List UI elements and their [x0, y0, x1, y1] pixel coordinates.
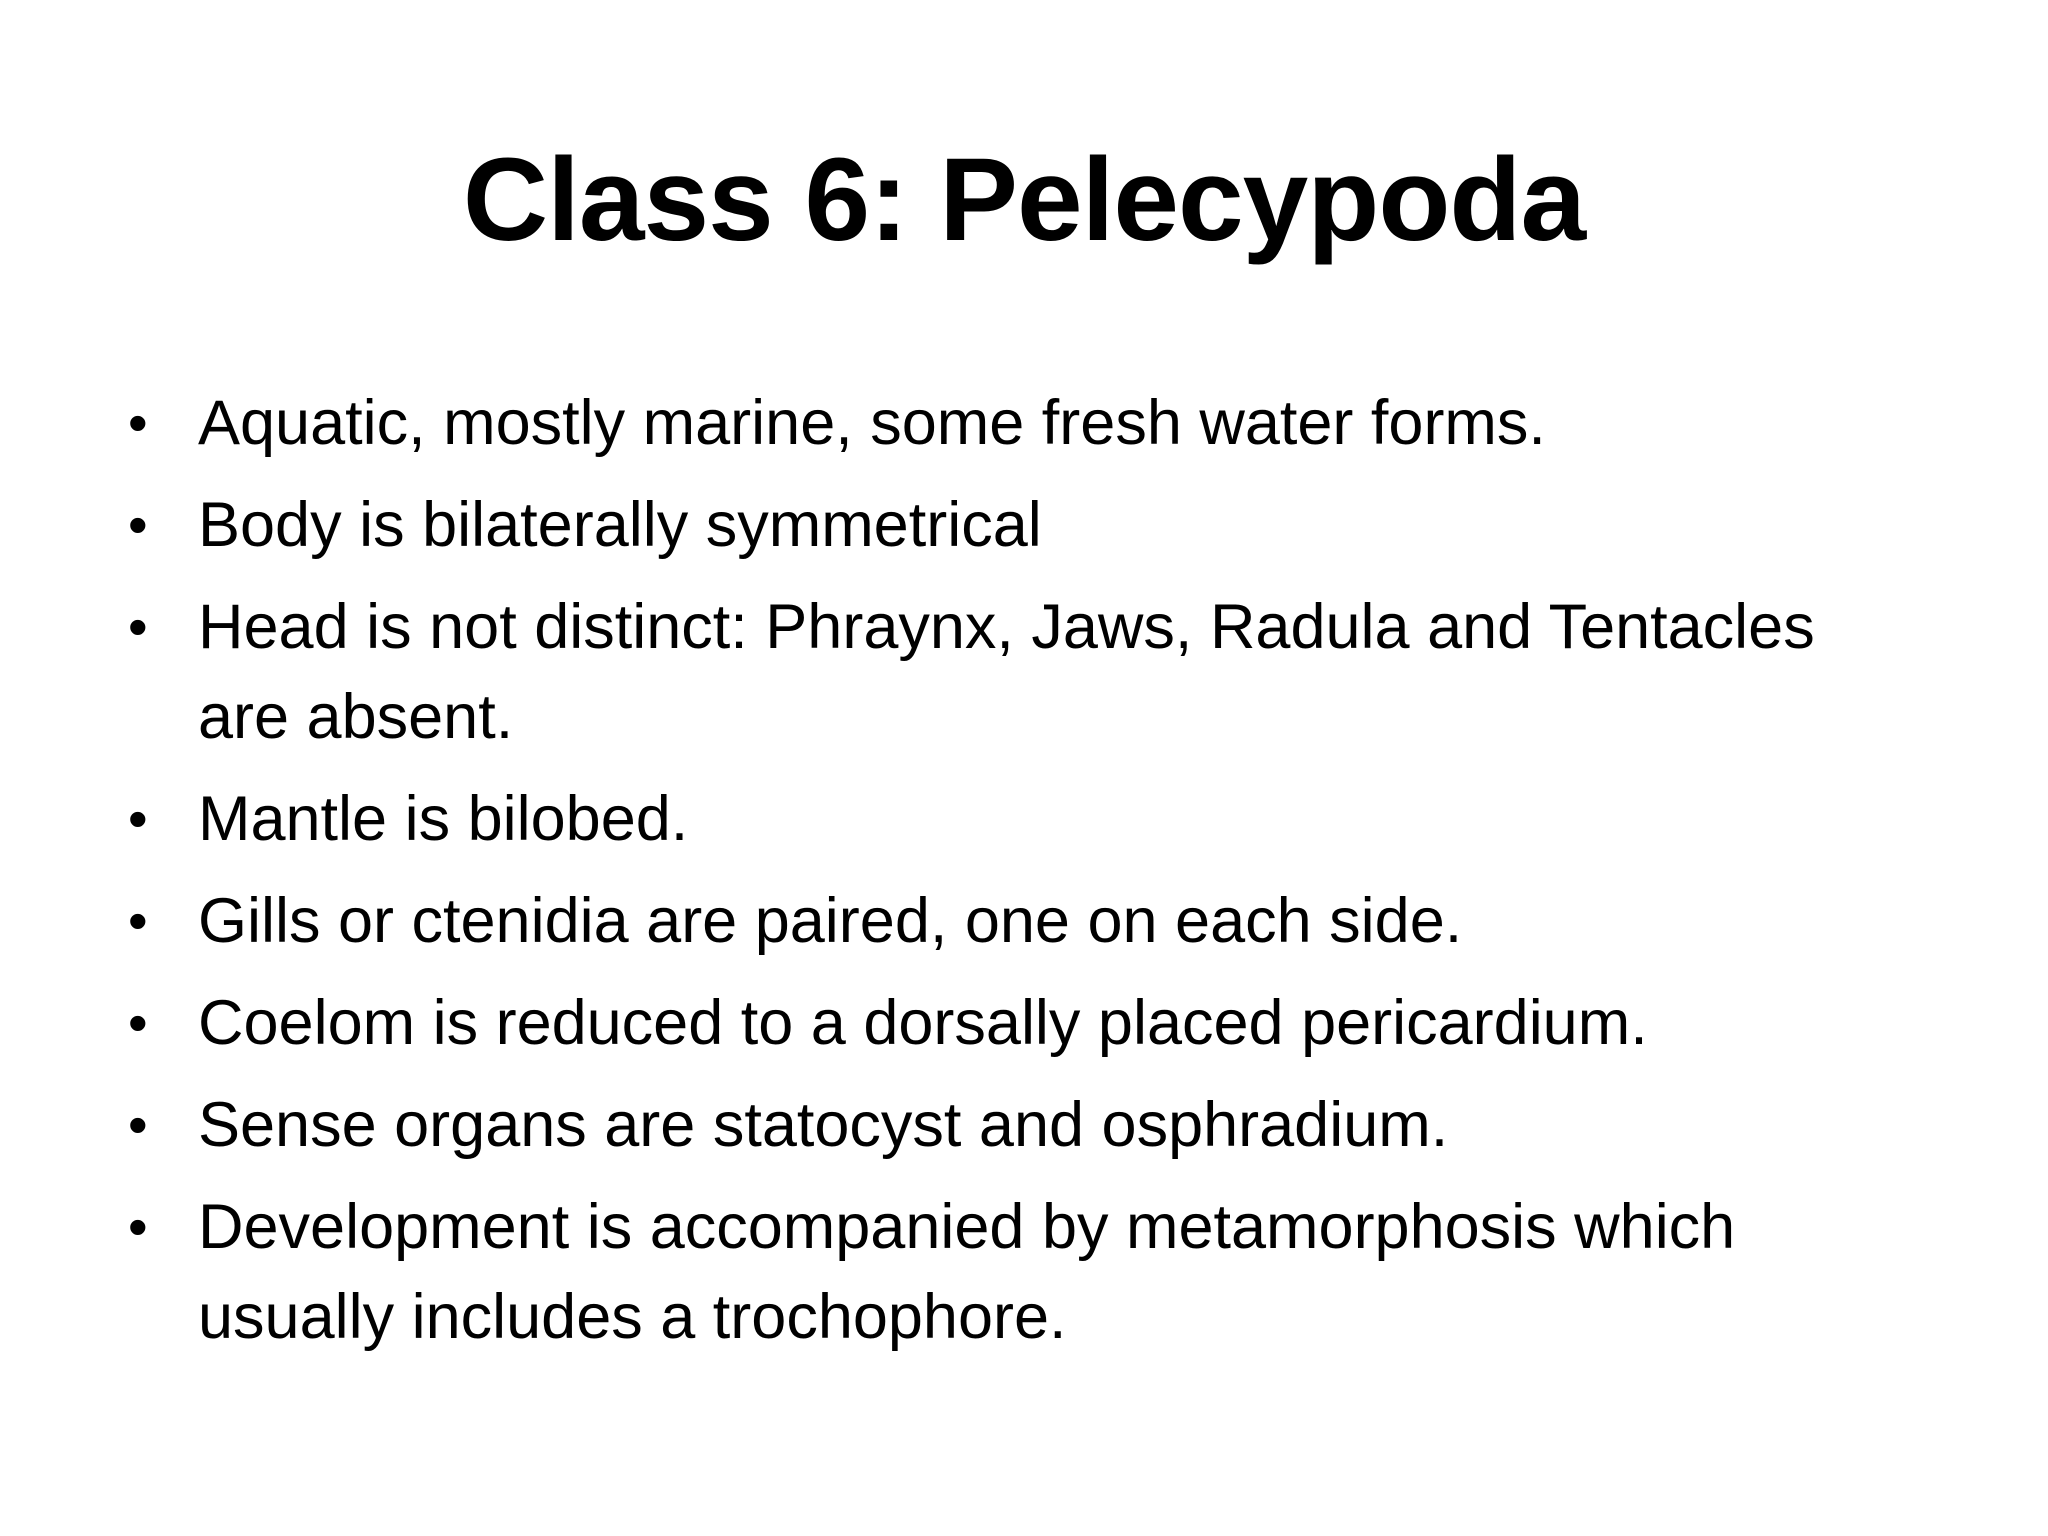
bullet-item	[120, 582, 1920, 762]
bullet-item	[120, 480, 1920, 570]
bullet-item	[120, 1080, 1920, 1170]
bullet-text: Gills or ctenidia are paired, one on each side.	[198, 886, 1463, 956]
bullet-text: Body is bilaterally symmetrical	[198, 490, 1042, 560]
bullet-item	[120, 978, 1920, 1068]
bullet-item	[120, 876, 1920, 966]
bullet-text: Sense organs are statocyst and osphradium.	[198, 1090, 1449, 1160]
bullet-dot-icon: •	[128, 391, 148, 454]
bullet-item	[120, 774, 1920, 864]
bullet-text: Head is not distinct: Phraynx, Jaws, Radula and Tentacles are absent.	[198, 592, 1815, 752]
bullet-text: Development is accompanied by metamorphosis which usually includes a trochophore.	[198, 1192, 1736, 1352]
slide-title: Class 6: Pelecypoda	[462, 134, 1586, 266]
bullet-dot-icon: •	[128, 889, 148, 952]
bullet-dot-icon: •	[128, 1195, 148, 1258]
bullet-list	[120, 378, 1920, 1374]
bullet-text: Mantle is bilobed.	[198, 784, 689, 854]
bullet-dot-icon: •	[128, 493, 148, 556]
bullet-item	[120, 1182, 1920, 1362]
bullet-text: Aquatic, mostly marine, some fresh water forms.	[198, 388, 1546, 458]
bullet-dot-icon: •	[128, 787, 148, 850]
bullet-dot-icon: •	[128, 595, 148, 658]
bullet-dot-icon: •	[128, 991, 148, 1054]
bullet-dot-icon: •	[128, 1093, 148, 1156]
bullet-item	[120, 378, 1920, 468]
bullet-text: Coelom is reduced to a dorsally placed pericardium.	[198, 988, 1648, 1058]
